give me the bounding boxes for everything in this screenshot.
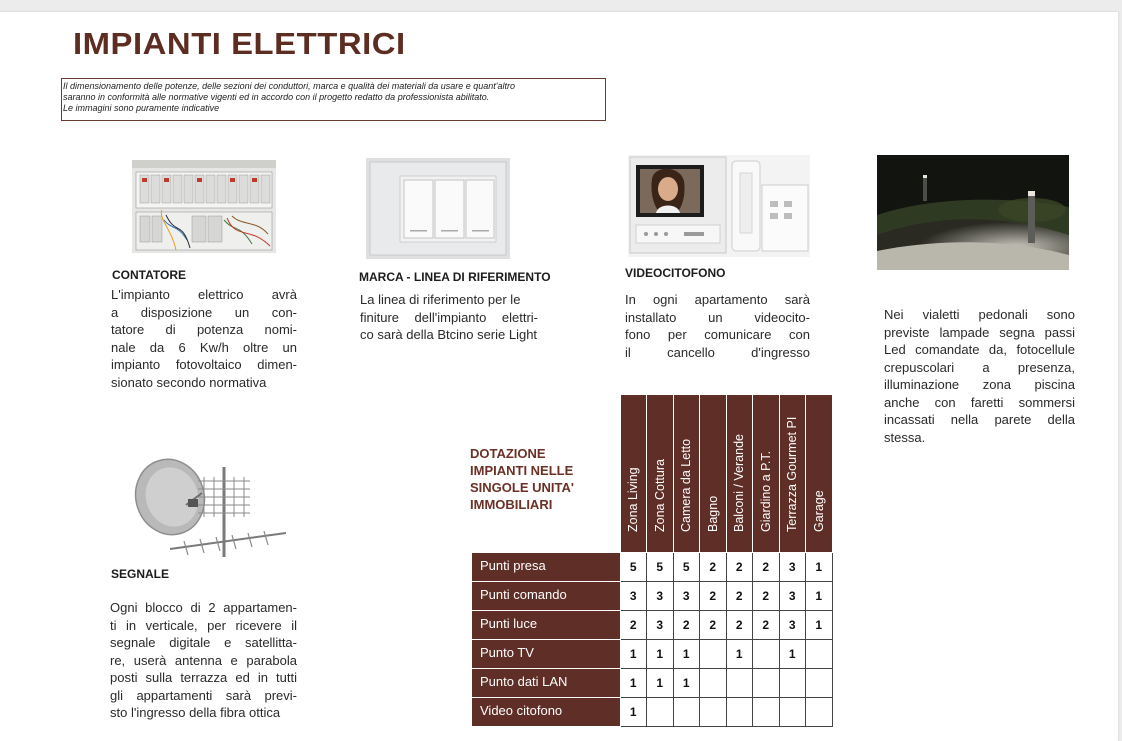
text-line: crepuscolari a presenza, [884, 359, 1075, 375]
table-cell: 2 [753, 582, 780, 611]
table-row [472, 640, 832, 669]
table-cell: 1 [806, 582, 833, 611]
text-line: segnale digitale e satellitta- [110, 635, 297, 650]
text-line: illuminazione zona piscina [884, 377, 1075, 392]
table-cell: 2 [700, 611, 727, 640]
note-line: saranno in conformità alle normative vigenti ed in accordo con il progetto redatto da professionista abilitato. [63, 92, 490, 102]
column-header [779, 395, 806, 553]
row-label: Punto TV [472, 640, 620, 669]
column-header [647, 395, 674, 553]
electrical-panel-image [132, 160, 276, 253]
text-line: installato un videocito- [625, 309, 810, 325]
dotazione-table [472, 394, 833, 727]
table-cell [806, 640, 833, 669]
switch-plate-image [366, 158, 510, 259]
table-cell: 2 [753, 611, 780, 640]
row-label: Punto dati LAN [472, 669, 620, 698]
text-line: sionato secondo normativa [111, 374, 267, 390]
table-cell [806, 698, 833, 727]
table-cell: 1 [673, 669, 700, 698]
contatore-text [111, 286, 297, 391]
table-cell: 1 [726, 640, 753, 669]
table-cell: 5 [647, 553, 674, 582]
table-cell [726, 669, 753, 698]
table-corner [472, 395, 620, 553]
table-cell: 1 [620, 669, 647, 698]
text-line: stessa. [884, 429, 926, 445]
table-cell: 2 [726, 611, 753, 640]
text-line: sto l'ingresso della fibra ottica [110, 705, 281, 720]
table-cell: 2 [753, 553, 780, 582]
column-header-label: Balconi / Verande [732, 434, 747, 532]
column-header-label: Giardino a P.T. [758, 450, 773, 532]
dotazione-line: SINGOLE UNITA' [470, 480, 574, 495]
table-cell: 1 [806, 611, 833, 640]
column-header [700, 395, 727, 553]
table-row [472, 669, 832, 698]
table-cell [753, 698, 780, 727]
text-line: co sarà della Btcino serie Light [360, 327, 538, 342]
contatore-heading: CONTATORE [112, 268, 186, 282]
table-cell: 2 [700, 553, 727, 582]
table-cell: 5 [673, 553, 700, 582]
table-cell: 1 [806, 553, 833, 582]
column-header-label: Zona Living [626, 467, 641, 532]
table-cell [779, 669, 806, 698]
antenna-dish-image [128, 453, 288, 558]
text-line: impianto fotovoltaico dimen- [111, 357, 297, 372]
text-line: Nei vialetti pedonali sono [884, 307, 1075, 322]
segnale-heading: SEGNALE [111, 567, 170, 581]
text-line: Led comandate da, fotocellule [884, 342, 1075, 357]
path-lights-image [877, 155, 1069, 270]
table-cell: 1 [647, 669, 674, 698]
row-label: Punti presa [472, 553, 620, 582]
text-line: re, userà antenna e parabola [110, 652, 297, 668]
row-label: Punti luce [472, 611, 620, 640]
column-header-label: Garage [811, 490, 826, 532]
table-cell: 3 [647, 582, 674, 611]
row-label: Video citofono [472, 698, 620, 727]
table-cell [673, 698, 700, 727]
table-cell: 1 [779, 640, 806, 669]
table-cell: 3 [779, 553, 806, 582]
column-header [806, 395, 833, 553]
table-cell: 3 [779, 582, 806, 611]
page-title: IMPIANTI ELETTRICI [73, 26, 406, 61]
text-line: finiture dell'impianto elettri- [360, 309, 538, 325]
videocitofono-image [628, 155, 810, 257]
column-header-label: Terrazza Gourmet PI [785, 416, 800, 532]
marca-text [360, 291, 538, 344]
row-label: Punti comando [472, 582, 620, 611]
video-text [625, 291, 810, 361]
note-line: Le immagini sono puramente indicative [63, 103, 220, 113]
table-cell: 2 [726, 553, 753, 582]
dotazione-line: IMMOBILIARI [470, 497, 553, 512]
video-heading: VIDEOCITOFONO [625, 266, 726, 280]
column-header [726, 395, 753, 553]
column-header [673, 395, 700, 553]
table-row [472, 611, 832, 640]
table-cell: 2 [673, 611, 700, 640]
column-header-label: Camera da Letto [679, 438, 694, 532]
text-line: anche con faretti sommersi [884, 394, 1075, 410]
table-cell: 3 [673, 582, 700, 611]
table-cell: 5 [620, 553, 647, 582]
text-line: La linea di riferimento per le [360, 292, 521, 307]
text-line: L'impianto elettrico avrà [111, 287, 297, 302]
column-header [753, 395, 780, 553]
table-cell [753, 640, 780, 669]
dotazione-line: IMPIANTI NELLE [470, 463, 574, 478]
table-cell: 2 [700, 582, 727, 611]
text-line: Ogni blocco di 2 appartamen- [110, 600, 297, 615]
table-header-row [472, 395, 832, 553]
table-row [472, 553, 832, 582]
table-cell [726, 698, 753, 727]
table-row [472, 698, 832, 727]
column-header [620, 395, 647, 553]
marca-heading: MARCA - LINEA DI RIFERIMENTO [359, 270, 551, 284]
text-line: previste lampade segna passi [884, 324, 1075, 340]
table-cell [779, 698, 806, 727]
table-cell: 1 [620, 640, 647, 669]
text-line: incassati nella parete della [884, 412, 1075, 427]
table-row [472, 582, 832, 611]
table-cell: 3 [779, 611, 806, 640]
table-cell [806, 669, 833, 698]
text-line: nale da 6 Kw/h oltre un [111, 339, 297, 355]
text-line: tatore di potenza nomi- [111, 322, 297, 337]
table-cell: 1 [673, 640, 700, 669]
text-line: a disposizione un con- [111, 304, 297, 320]
table-cell: 3 [620, 582, 647, 611]
text-line: ti in verticale, per ricevere il [110, 617, 297, 633]
text-line: fono per comunicare con [625, 327, 810, 342]
table-cell: 2 [726, 582, 753, 611]
disclaimer-note [61, 78, 606, 121]
dotazione-line: DOTAZIONE [470, 446, 546, 461]
table-cell: 2 [620, 611, 647, 640]
vialetti-text [884, 306, 1075, 446]
text-line: il cancello d'ingresso [625, 344, 810, 360]
column-header-label: Zona Cottura [652, 459, 667, 532]
text-line: In ogni apartamento sarà [625, 292, 810, 307]
segnale-text [110, 599, 297, 722]
table-cell [700, 669, 727, 698]
table-cell: 1 [647, 640, 674, 669]
table-cell [647, 698, 674, 727]
text-line: gli appartamenti sarà previ- [110, 687, 297, 703]
table-cell [753, 669, 780, 698]
table-cell [700, 640, 727, 669]
table-cell: 3 [647, 611, 674, 640]
text-line: posti sulla terrazza ed in tutti [110, 670, 297, 685]
column-header-label: Bagno [705, 495, 720, 532]
table-cell [700, 698, 727, 727]
table-cell: 1 [620, 698, 647, 727]
note-line: Il dimensionamento delle potenze, delle sezioni dei conduttori, marca e qualità dei materiali da usare e quant'altro [63, 81, 515, 91]
